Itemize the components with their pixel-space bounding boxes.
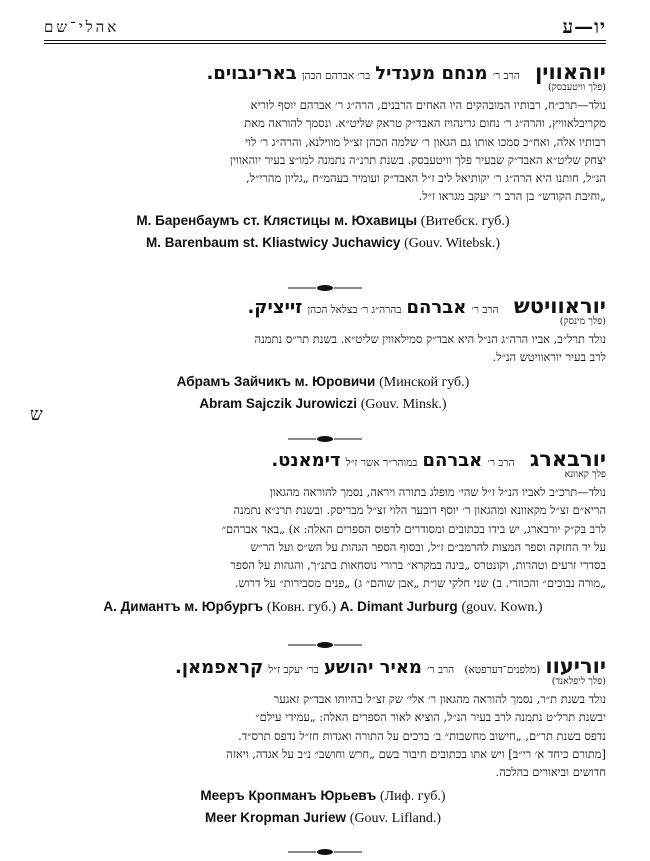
rav-prefix: הרב ר׳ bbox=[492, 70, 520, 82]
bio-line: על יד החזקה וספר המצות להרמב״ם ז״ל, ובסוף הספר הגהות על הש״ס ועל הר״ש bbox=[250, 539, 606, 554]
bio-line: נולד בשנת ת״ר, נסמך להוראה מהגאון ר׳ אלי׳ שק זצ״ל בהיותו אבד״ק זאגער bbox=[273, 692, 606, 706]
bio-line: הריא״ם זצ״ל מקאוונא ומהגאון ר׳ יוסף דובער הלוי זצ״ל מבריסק. ובשנת תרנ״א נתמנה bbox=[233, 503, 606, 518]
entry-heading bbox=[40, 654, 606, 678]
rav-name: מנחם מענדיל bbox=[375, 63, 488, 84]
bio-line: „וחיבת הקודש״ בן הרב ר׳ יעקב מגראו ז״ל. bbox=[418, 189, 606, 204]
ornament-divider bbox=[288, 847, 362, 857]
address-russian: Меeръ Кропманъ Юрьевъ (Лиф. губ.) bbox=[200, 788, 446, 805]
entry-yuriev bbox=[40, 654, 606, 829]
address-combined: A. Димантъ м. Юрбургъ (Ковн. губ.) A. Dimant Jurburg (gouv. Kown.) bbox=[103, 598, 543, 615]
rav-lineage: במוהר״ר אשר ז״ל bbox=[345, 457, 418, 469]
rav-surname: דימאנט. bbox=[271, 450, 341, 471]
town-alt-name: (מלפנים־דערפטא) bbox=[464, 664, 541, 676]
address-block bbox=[40, 785, 606, 829]
bio-line: [מתורם כיחד א׳ רי״ב] ויש אתו בכתובים חיבור בשם „חרש וחושב״ נ״ב על אגדה, ויאזה bbox=[226, 746, 606, 761]
town-name: יוראוויטש bbox=[513, 294, 606, 318]
running-title: אהלי־שם bbox=[44, 17, 120, 36]
province: (פלך וויטעבסק) bbox=[547, 82, 606, 93]
bio-line: יבשנת תרל״ט נתמנה לרב בעיר הנ״ל, הוציא לאור הספרים האלה: „עמידי עילם״ bbox=[255, 710, 606, 725]
town-name: יוהאווין bbox=[535, 60, 606, 84]
address-russian: M. Баренбаумъ ст. Клястицы м. Юхавицы (Витебск. губ.) bbox=[136, 212, 510, 229]
entry-yuhavin bbox=[40, 60, 606, 254]
rav-prefix: הרב ר׳ bbox=[487, 457, 515, 469]
rav-name: מאיר יהושע bbox=[323, 657, 422, 678]
entry-yurovichi bbox=[40, 294, 606, 415]
ornament-divider bbox=[288, 640, 362, 650]
town-name: יורבארג bbox=[529, 447, 606, 471]
biography bbox=[40, 483, 606, 593]
running-header bbox=[44, 14, 606, 40]
address-block bbox=[40, 210, 606, 254]
address-block bbox=[40, 596, 606, 618]
address-latin: Abram Sajczik Jurowiczi (Gouv. Minsk.) bbox=[199, 395, 447, 412]
bio-line: בסדרי זרעים וטהרות, וקונטרס „בינה במקרא״ ברורי נוסחאות בתנ״ך, והגהות על הספר bbox=[230, 558, 606, 573]
rav-prefix: הרב ר׳ bbox=[427, 664, 455, 676]
biography bbox=[40, 690, 606, 781]
entry-yurburg bbox=[40, 447, 606, 618]
bio-line: לרב בק״ק יורבארג, יש בידו בכתובים ומסודרים לדפוס הספרים האלה: א) „באר אברהם״ bbox=[221, 521, 606, 536]
rav-name: אברהם bbox=[406, 297, 467, 318]
bio-line: נדפס בשנת תר״ם, „חישוב מחשבות״ ב׳ ברכים על התורה ואגדות חז״ל נדפס תרס״ד. bbox=[238, 728, 606, 743]
bio-line: חדושים וביאורים בהלכה. bbox=[495, 765, 606, 780]
province: פלך קאוונא bbox=[564, 469, 606, 480]
rav-lineage: בר׳ יעקב ז״ל bbox=[268, 664, 319, 676]
biography bbox=[40, 330, 606, 367]
rav-name: אברהם bbox=[422, 450, 483, 471]
bio-line: לרב בעיר יוראוויטש הנ״ל. bbox=[492, 350, 606, 365]
province: (פלך מינסק) bbox=[559, 316, 606, 327]
ornament-divider bbox=[288, 434, 362, 444]
bio-line: נולד תרל״ב, אביו הרה״ג הנ״ל היא אבד״ק סמילאווין שליט״א. בשנת תר״ס נתמנה bbox=[254, 332, 606, 346]
province: (פלך ליפלאנד) bbox=[551, 676, 606, 687]
page-number: יו—ע bbox=[562, 15, 606, 38]
bio-line: מקריבלאוויץ, והרה״ג ר׳ נחום גרינהויז האבד״ק טראק שליט״א. ונסמך להוראה מאת bbox=[244, 116, 606, 131]
margin-mark: ש bbox=[30, 404, 43, 425]
entry-heading bbox=[40, 447, 606, 471]
address-block bbox=[40, 371, 606, 415]
bio-line: נולד—תרכ״ב לאביו הנ״ל ז״ל שהי׳ מופלג בתורה ויראה, נסמך להוראה מהגאון bbox=[269, 485, 606, 499]
ornament-divider bbox=[288, 283, 362, 293]
biography bbox=[40, 96, 606, 206]
address-latin: M. Barenbaum st. Kliastwicy Juchawicy (Gouv. Witebsk.) bbox=[146, 234, 500, 251]
town-name: יוריעוו bbox=[545, 654, 606, 678]
rav-prefix: הרב ר׳ bbox=[471, 304, 499, 316]
rav-surname: קראפמאן. bbox=[175, 657, 264, 678]
rav-surname: זייציק. bbox=[247, 297, 303, 318]
entry-heading bbox=[40, 294, 606, 318]
address-russian: Абрамъ Зайчикъ м. Юровичи (Минской губ.) bbox=[176, 373, 470, 390]
bio-line: יצחק שליט״א האבד״ק שבעיר פלך וויטעבסק. בשנת תרנ״ה נתמנה למו״צ בעיר יוהאווין bbox=[230, 152, 606, 167]
bio-line: „מורה נבוכים״ והכוזרי. ב) שני חלקי שו״ת „אבן שוהם״ ג) „פנים מסבירות״ על דרוש. bbox=[234, 576, 606, 591]
entry-heading bbox=[40, 60, 606, 84]
address-latin: Meer Kropman Juriew (Gouv. Lifland.) bbox=[204, 810, 442, 827]
header-rule bbox=[44, 40, 606, 44]
bio-line: נולד—תרכ״ח, רבותיו המובהקים היו האחים הרבנים, הרה״ג ר׳ אברהם יוסף לוריא bbox=[250, 98, 606, 112]
rav-surname: בארינבוים. bbox=[206, 63, 297, 84]
bio-line: רבותיו אלה, ואח״כ סמכו אותו גם הגאון ר׳ שלמה הכהן זצ״ל מווילנא, והרה״ג ר׳ לוי bbox=[245, 134, 606, 149]
rav-lineage: בהרה״ג ר׳ בצלאל הכהן bbox=[307, 304, 402, 316]
bio-line: הנ״ל, חותנו היא הרה״ג ר׳ יקותיאל ליב ז״ל האבד״ק ועומיר בעהמ״ח „גליון מהרי״ל, bbox=[246, 171, 606, 186]
rav-lineage: בר׳ אברהם הכהן bbox=[301, 70, 371, 82]
